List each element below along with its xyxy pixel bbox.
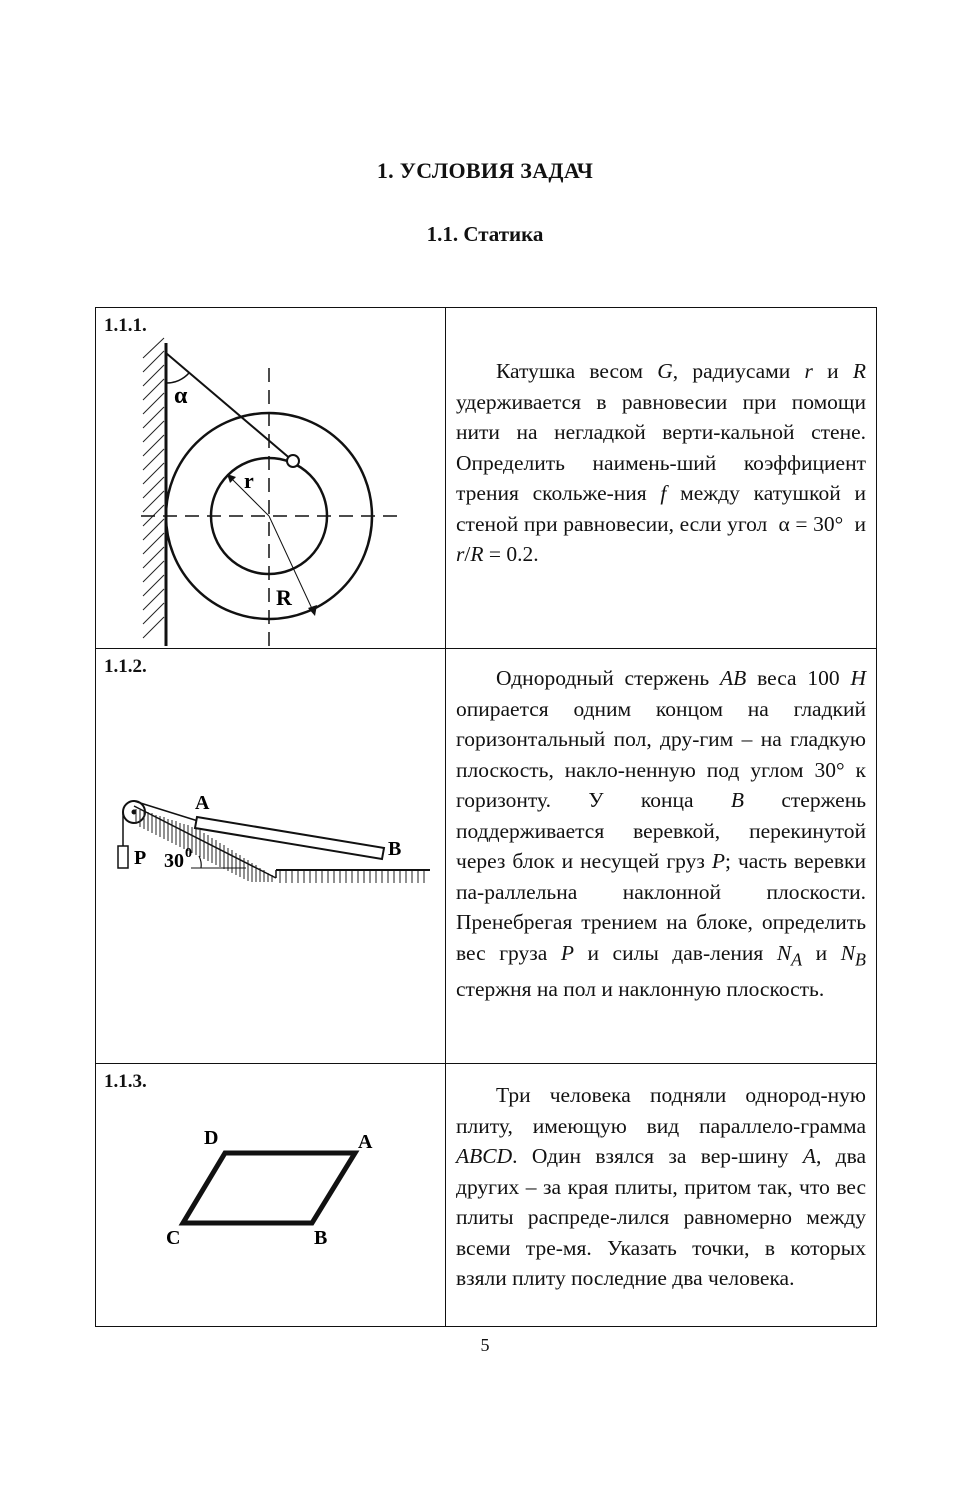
thread-attachment <box>287 455 299 467</box>
parallelogram-figure <box>96 1064 445 1326</box>
task-text-cell <box>446 1064 877 1327</box>
alpha-arc <box>166 373 189 383</box>
task-text-cell <box>446 649 877 1064</box>
task-text-cell <box>446 308 877 649</box>
wall-hatching <box>143 338 164 638</box>
task-figure-cell <box>96 308 446 649</box>
incline-surface <box>134 806 276 878</box>
tasks-table <box>95 307 877 1327</box>
task-figure-cell <box>96 649 446 1064</box>
section-heading: 1.1. Статика <box>426 222 544 246</box>
rod-AB <box>195 817 384 859</box>
task-row <box>96 649 877 1064</box>
angle-label: 30 <box>164 850 184 872</box>
task-text: Однородный стержень AB веса 100 H опирается одним концом на гладкий горизонтальный пол, дру-гим – на гладкую плоскость, накло-ненную под углом 30° к горизонту. У конца B стержень поддерживается веревкой, перекинутой через блок и несущей груз P; часть веревки па-раллельна наклонной плоскости. Пренебрегая трением на блоке, определить вес груза P и силы дав-ления $N_A$ и $N_B$ стержня на пол и наклонную плоскость. <box>456 666 866 1002</box>
point-B-label: B <box>388 838 402 860</box>
R-label: R <box>276 585 292 610</box>
chapter-heading: 1. УСЛОВИЯ ЗАДАЧ <box>376 158 594 183</box>
r-label: r <box>244 468 254 493</box>
spool-figure <box>96 308 445 648</box>
weight-block <box>118 846 128 868</box>
vertex-C-label: C <box>166 1227 181 1249</box>
task-text: Три человека подняли однород-ную плиту, имеющую вид параллело-грамма ABCD. Один взялся за вер-шину A, два других – за края плиты, притом так, что вес плиты распреде-лился равномерно между всеми тре-мя. Указать точки, в которых взяли плиту последние два человека. <box>456 1083 866 1290</box>
alpha-label: α <box>174 383 188 409</box>
floor-hatching <box>280 871 424 883</box>
rod-figure <box>96 649 445 1063</box>
task-number: 1.1.3. <box>104 1071 147 1092</box>
angle-degree-label: 0 <box>185 846 192 861</box>
task-number: 1.1.1. <box>104 315 147 336</box>
parallelogram-ABCD <box>183 1153 355 1223</box>
weight-P-label: P <box>134 847 147 869</box>
task-text: Катушка весом G, радиусами r и R удерживается в равновесии при помощи нити на негладкой верти-кальной стене. Определить наимень-ший коэффициент трения скольже-ния f между катушкой и стеной при равновесии, если угол α = 30° и r/R = 0.2. <box>456 359 867 566</box>
task-row <box>96 1064 877 1327</box>
page-number: 5 <box>480 1335 490 1355</box>
vertex-A-label: A <box>358 1131 373 1153</box>
point-A-label: A <box>195 792 210 814</box>
vertex-B-label: B <box>314 1227 328 1249</box>
task-figure-cell <box>96 1064 446 1327</box>
task-row <box>96 308 877 649</box>
task-number: 1.1.2. <box>104 656 147 677</box>
angle-arc <box>199 856 201 868</box>
vertex-D-label: D <box>204 1127 219 1149</box>
